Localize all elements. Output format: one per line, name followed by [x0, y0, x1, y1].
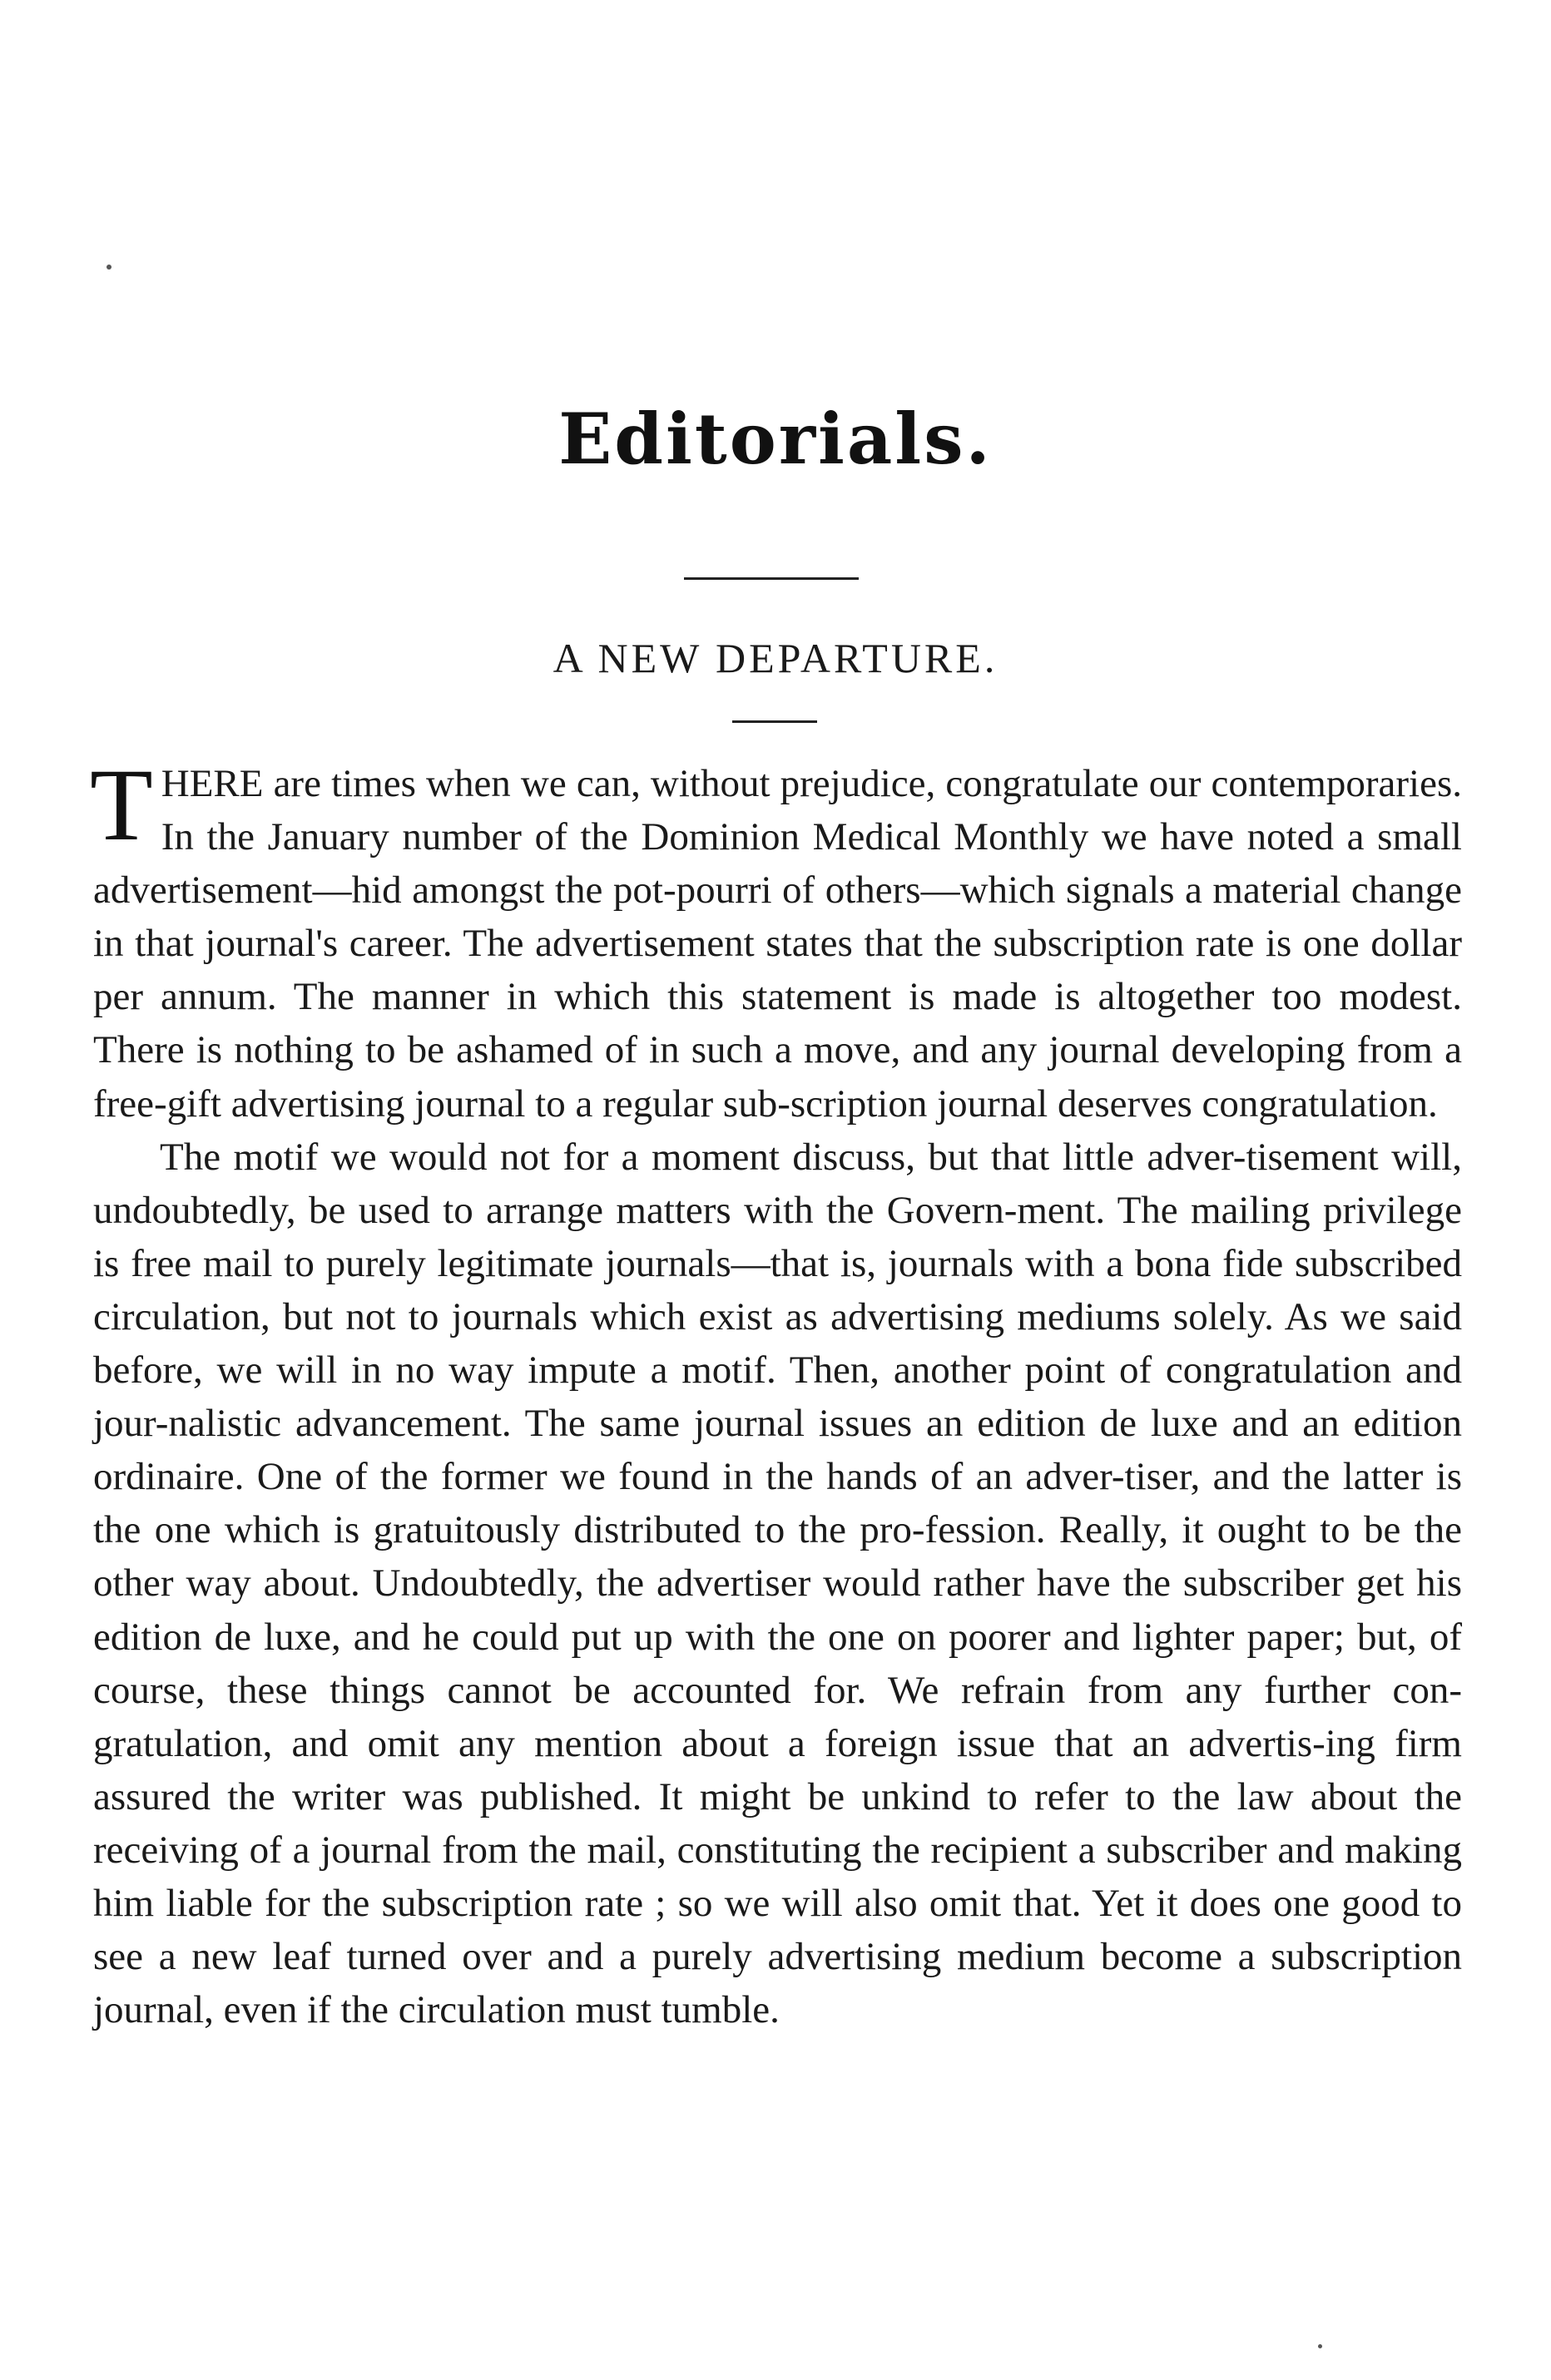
- section-masthead: Editorials.: [558, 398, 993, 480]
- drop-cap: T: [90, 748, 153, 862]
- divider-rule: [684, 577, 859, 580]
- print-speck: [1318, 2344, 1322, 2348]
- article-body: [90, 748, 1462, 2036]
- print-speck: [107, 265, 111, 270]
- article-paragraph: [90, 748, 1462, 1131]
- article-paragraph: [93, 1131, 1462, 2037]
- divider-rule-short: [732, 720, 817, 723]
- paragraph-text: The motif we would not for a moment discuss, but that little adver-tisement will, undoubtedly, be used to arrange matters with the Govern-ment. The mailing privilege is free mail to purely legitimate journals—that is, journals with a bona fide subscribed circulation, but not to journals which exist as advertising mediums solely. As we said before, we will in no way impute a motif. Then, another point of congratulation and jour-nalistic advancement. The same journal issues an edition de luxe and an edition ordinaire. One of the former we found in the hands of an adver-tiser, and the latter is the one which is gratuitously distributed to the pro-fession. Really, it ought to be the other way about. Undoubtedly, the advertiser would rather have the subscriber get his edition de luxe, and he could put up with the one on poorer and lighter paper; but, of course, these things cannot be accounted for. We refrain from any further con-gratulation, and omit any mention about a foreign issue that an advertis-ing firm assured the writer was published. It might be unkind to refer to the law about the receiving of a journal from the mail, constituting the recipient a subscriber and making him liable for the subscription rate ; so we will also omit that. Yet it does one good to see a new leaf turned over and a purely advertising medium become a subscription journal, even if the circulation must tumble.: [93, 1135, 1462, 2032]
- paragraph-text: HERE are times when we can, without prejudice, congratulate our contemporaries. In the January number of the Dominion Medical Monthly we have noted a small advertisement—hid amongst the pot-pourri of others—which signals a material change in that journal's career. The advertisement states that the subscription rate is one dollar per annum. The manner in which this statement is made is altogether too modest. There is nothing to be ashamed of in such a move, and any journal developing from a free-gift advertising journal to a regular sub-scription journal deserves congratulation.: [93, 762, 1462, 1126]
- article-title: A NEW DEPARTURE.: [553, 635, 998, 681]
